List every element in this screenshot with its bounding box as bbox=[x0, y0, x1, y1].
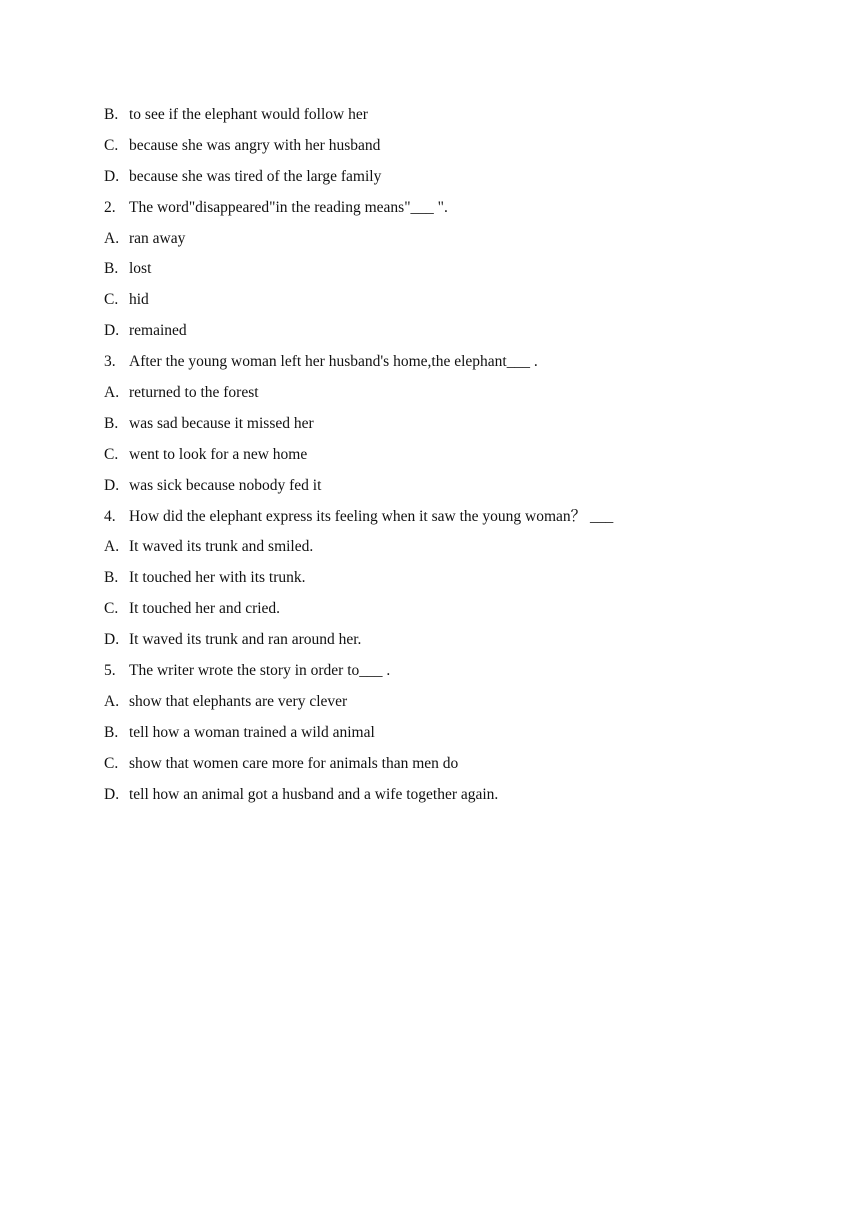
option-line bbox=[104, 103, 804, 134]
option-text: It touched her with its trunk. bbox=[129, 569, 306, 587]
option-line bbox=[104, 535, 804, 566]
option-line bbox=[104, 597, 804, 628]
option-marker: B. bbox=[104, 106, 119, 123]
option-text: went to look for a new home bbox=[129, 445, 308, 463]
option-line bbox=[104, 412, 804, 443]
option-line bbox=[104, 474, 804, 505]
option-line bbox=[104, 752, 804, 783]
option-line bbox=[104, 227, 804, 258]
option-text: show that elephants are very clever bbox=[129, 692, 348, 710]
option-line bbox=[104, 134, 804, 165]
option-marker: A. bbox=[104, 538, 120, 556]
question-text: The word"disappeared"in the reading means"___ ". bbox=[129, 198, 448, 216]
option-text: It touched her and cried. bbox=[129, 600, 281, 618]
option-text: remained bbox=[129, 322, 187, 340]
option-line bbox=[104, 319, 804, 350]
option-text: tell how a woman trained a wild animal bbox=[129, 723, 375, 741]
option-text: was sad because it missed her bbox=[129, 414, 314, 432]
option-line bbox=[104, 381, 804, 412]
option-marker: A. bbox=[104, 384, 120, 402]
question-text: After the young woman left her husband's home,the elephant___ . bbox=[129, 353, 538, 371]
option-text: hid bbox=[129, 291, 149, 309]
question-number: 5. bbox=[104, 662, 116, 680]
option-marker: C. bbox=[104, 754, 119, 772]
question-line bbox=[104, 505, 804, 536]
question-line bbox=[104, 196, 804, 227]
option-marker: B. bbox=[104, 569, 119, 587]
option-marker: D. bbox=[104, 785, 120, 803]
question-number: 2. bbox=[104, 198, 116, 216]
option-text: to see if the elephant would follow her bbox=[129, 106, 368, 123]
question-line bbox=[104, 659, 804, 690]
option-text: because she was tired of the large family bbox=[129, 167, 382, 185]
option-text: was sick because nobody fed it bbox=[129, 476, 322, 494]
question-list bbox=[104, 103, 804, 813]
option-text: ran away bbox=[129, 229, 186, 247]
question-text: The writer wrote the story in order to___ . bbox=[129, 662, 391, 680]
option-text: because she was angry with her husband bbox=[129, 136, 381, 154]
option-marker: B. bbox=[104, 260, 119, 278]
option-line bbox=[104, 566, 804, 597]
option-text: returned to the forest bbox=[129, 384, 259, 402]
option-text: tell how an animal got a husband and a wife together again. bbox=[129, 785, 499, 803]
question-line bbox=[104, 350, 804, 381]
option-marker: C. bbox=[104, 445, 119, 463]
option-marker: D. bbox=[104, 322, 120, 340]
option-line bbox=[104, 257, 804, 288]
option-marker: A. bbox=[104, 229, 120, 247]
option-text: show that women care more for animals than men do bbox=[129, 754, 459, 772]
option-line bbox=[104, 165, 804, 196]
option-marker: B. bbox=[104, 723, 119, 741]
option-marker: B. bbox=[104, 414, 119, 432]
option-marker: C. bbox=[104, 291, 119, 309]
option-text: It waved its trunk and smiled. bbox=[129, 538, 314, 556]
question-number: 3. bbox=[104, 353, 116, 371]
option-line bbox=[104, 783, 804, 814]
option-line bbox=[104, 690, 804, 721]
option-line bbox=[104, 443, 804, 474]
question-number: 4. bbox=[104, 507, 116, 525]
option-marker: C. bbox=[104, 600, 119, 618]
option-line bbox=[104, 721, 804, 752]
question-text: How did the elephant express its feeling when it saw the young woman？ ___ bbox=[129, 507, 614, 525]
option-marker: D. bbox=[104, 476, 120, 494]
option-marker: D. bbox=[104, 631, 120, 649]
option-line bbox=[104, 628, 804, 659]
option-marker: A. bbox=[104, 692, 120, 710]
option-marker: D. bbox=[104, 167, 120, 185]
option-text: It waved its trunk and ran around her. bbox=[129, 631, 362, 649]
option-line bbox=[104, 288, 804, 319]
option-text: lost bbox=[129, 260, 152, 278]
option-marker: C. bbox=[104, 136, 119, 154]
